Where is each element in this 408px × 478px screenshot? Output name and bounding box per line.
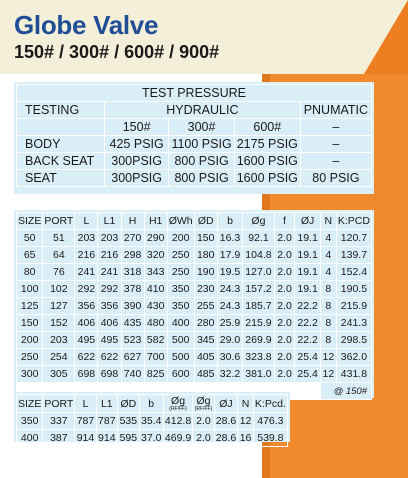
table-cell: 698 — [98, 366, 121, 383]
table-cell: 350 — [167, 298, 194, 315]
table-cell: 120.7 — [336, 230, 371, 247]
table-cell: 92.1 — [243, 230, 274, 247]
table-row — [17, 281, 372, 298]
test-pressure-table — [16, 84, 372, 187]
table-cell: 32.2 — [217, 366, 242, 383]
table-cell: 2.0 — [274, 315, 295, 332]
column-header: SIZE — [17, 395, 43, 413]
test-pressure-card — [14, 82, 374, 194]
table-cell: 2.0 — [193, 430, 214, 447]
table-cell: 539.8 — [253, 430, 287, 447]
table-cell: 320 — [144, 247, 167, 264]
table-header-row — [17, 395, 288, 413]
column-header: b — [217, 213, 242, 230]
table-cell: 4 — [320, 230, 336, 247]
table-cell: 29.0 — [217, 332, 242, 349]
table-cell: 64 — [43, 247, 75, 264]
table-cell: 4 — [320, 264, 336, 281]
table-cell: 337 — [43, 413, 75, 430]
table-cell: 378 — [121, 281, 144, 298]
column-header: K:Pcd. — [253, 395, 287, 413]
table-cell: 200 — [17, 332, 43, 349]
table-cell: 400 — [17, 430, 43, 447]
table-row — [17, 332, 372, 349]
table-cell: 127.0 — [243, 264, 274, 281]
table-cell: 16 — [238, 430, 253, 447]
table-cell: 4 — [320, 247, 336, 264]
table-cell: 2.0 — [274, 281, 295, 298]
table-cell: 8 — [320, 315, 336, 332]
table-cell: 627 — [121, 349, 144, 366]
pressure-cell: 300PSIG — [105, 153, 169, 170]
table-cell: 127 — [43, 298, 75, 315]
column-header: SIZE — [17, 213, 43, 230]
table-cell: 412.8 — [163, 413, 193, 430]
table-cell: 469.9 — [163, 430, 193, 447]
table-row — [17, 298, 372, 315]
pressure-cell: 1600 PSIG — [234, 153, 300, 170]
table-cell: 600 — [167, 366, 194, 383]
table-cell: 250 — [167, 247, 194, 264]
table-cell: 203 — [75, 230, 98, 247]
table-cell: 698 — [75, 366, 98, 383]
table-cell: 523 — [121, 332, 144, 349]
table-cell: 410 — [144, 281, 167, 298]
table-cell: 80 — [17, 264, 43, 281]
table-cell: 2.0 — [274, 366, 295, 383]
table-cell: 406 — [98, 315, 121, 332]
table-cell: 2.0 — [274, 247, 295, 264]
table-cell: 30.6 — [217, 349, 242, 366]
table-cell: 298 — [121, 247, 144, 264]
table-cell: 125 — [17, 298, 43, 315]
table-cell: 582 — [144, 332, 167, 349]
table-cell: 390 — [121, 298, 144, 315]
table-cell: 914 — [96, 430, 117, 447]
table-cell: 190 — [194, 264, 217, 281]
table-row — [17, 315, 372, 332]
dimensions-table — [16, 212, 372, 400]
table-cell: 495 — [75, 332, 98, 349]
table-cell: 241.3 — [336, 315, 371, 332]
table-cell: 157.2 — [243, 281, 274, 298]
table-cell: 12 — [320, 366, 336, 383]
pressure-cell: 1600 PSIG — [234, 170, 300, 187]
blank-cell — [17, 119, 105, 136]
column-subheader: (RF/FF) — [194, 406, 213, 412]
table-cell: 2.0 — [274, 332, 295, 349]
table-cell: 255 — [194, 298, 217, 315]
table-cell: 16.3 — [217, 230, 242, 247]
table-cell: 76 — [43, 264, 75, 281]
table-cell: 150 — [194, 230, 217, 247]
table-cell: 22.2 — [295, 332, 320, 349]
table-cell: 495 — [98, 332, 121, 349]
row-label: BODY — [17, 136, 105, 153]
table-row — [17, 247, 372, 264]
table-cell: 362.0 — [336, 349, 371, 366]
table-cell: 280 — [194, 315, 217, 332]
class-header: 600# — [234, 119, 300, 136]
pressure-classes: 150# / 300# / 600# / 900# — [14, 42, 220, 62]
table-cell: 250 — [167, 264, 194, 281]
table-cell: 19.1 — [295, 264, 320, 281]
table-cell: 241 — [98, 264, 121, 281]
table-cell: 323.8 — [243, 349, 274, 366]
table-cell: 12 — [238, 413, 253, 430]
pressure-cell: 425 PSIG — [105, 136, 169, 153]
table-cell: 290 — [144, 230, 167, 247]
table-cell: 37.0 — [139, 430, 163, 447]
table-cell: 345 — [194, 332, 217, 349]
table-cell: 152 — [43, 315, 75, 332]
table-cell: 100 — [17, 281, 43, 298]
table-cell: 430 — [144, 298, 167, 315]
table-cell: 350 — [17, 413, 43, 430]
table-cell: 24.3 — [217, 298, 242, 315]
table-cell: 24.3 — [217, 281, 242, 298]
table-cell: 740 — [121, 366, 144, 383]
pneumatic-cell: – — [300, 136, 371, 153]
table-row — [17, 430, 288, 447]
testing-label: TESTING — [17, 102, 105, 119]
table-cell: 19.5 — [217, 264, 242, 281]
table-cell: 2.0 — [274, 230, 295, 247]
table-cell: 50 — [17, 230, 43, 247]
table-cell: 12 — [320, 349, 336, 366]
hydraulic-label: HYDRAULIC — [105, 102, 301, 119]
table-cell: 104.8 — [243, 247, 274, 264]
table-row — [17, 264, 372, 281]
column-header: L — [75, 213, 98, 230]
table-cell: 431.8 — [336, 366, 371, 383]
row-label: BACK SEAT — [17, 153, 105, 170]
table-row — [17, 230, 372, 247]
table-cell: 435 — [121, 315, 144, 332]
table-cell: 216 — [98, 247, 121, 264]
table-cell: 270 — [121, 230, 144, 247]
table-cell: 405 — [194, 349, 217, 366]
table-cell: 241 — [75, 264, 98, 281]
table-cell: 622 — [75, 349, 98, 366]
table-cell: 215.9 — [243, 315, 274, 332]
column-header: N — [238, 395, 253, 413]
table-cell: 215.9 — [336, 298, 371, 315]
column-header: Øg (RF/FF) — [163, 395, 193, 413]
table-cell: 203 — [43, 332, 75, 349]
pressure-cell: 1100 PSIG — [169, 136, 235, 153]
table-cell: 8 — [320, 298, 336, 315]
table-cell: 787 — [96, 413, 117, 430]
column-subheader: (RF/FF) — [169, 406, 187, 412]
table-cell: 356 — [75, 298, 98, 315]
table-cell: 230 — [194, 281, 217, 298]
column-header: ØJ — [295, 213, 320, 230]
rating-note: @ 150# — [320, 383, 371, 400]
table-cell: 28.6 — [214, 413, 238, 430]
table-cell: 2.0 — [274, 264, 295, 281]
table-cell: 400 — [167, 315, 194, 332]
class-header: 300# — [169, 119, 235, 136]
table-cell: 19.1 — [295, 230, 320, 247]
table-cell: 480 — [144, 315, 167, 332]
test-pressure-caption: TEST PRESSURE — [17, 85, 372, 102]
table-cell: 787 — [75, 413, 96, 430]
table-cell: 622 — [98, 349, 121, 366]
table-cell: 25.9 — [217, 315, 242, 332]
pneumatic-cell: – — [300, 153, 371, 170]
table-cell: 350 — [167, 281, 194, 298]
pneumatic-dash: – — [300, 119, 371, 136]
table-cell: 500 — [167, 332, 194, 349]
dimensions-card — [14, 210, 374, 398]
table-cell: 200 — [167, 230, 194, 247]
table-cell: 150 — [17, 315, 43, 332]
large-dimensions-table — [16, 394, 288, 447]
column-header: b — [139, 395, 163, 413]
column-header: PORT — [43, 395, 75, 413]
table-cell: 298.5 — [336, 332, 371, 349]
row-label: SEAT — [17, 170, 105, 187]
table-cell: 19.1 — [295, 281, 320, 298]
table-cell: 406 — [75, 315, 98, 332]
table-cell: 914 — [75, 430, 96, 447]
column-header: ØD — [194, 213, 217, 230]
table-cell: 381.0 — [243, 366, 274, 383]
pressure-cell: 800 PSIG — [169, 153, 235, 170]
table-cell: 2.0 — [274, 349, 295, 366]
column-header: Øg (RF/FF) — [194, 395, 213, 412]
table-cell: 8 — [320, 281, 336, 298]
column-header: Øg — [243, 213, 274, 230]
table-cell: 17.9 — [217, 247, 242, 264]
table-cell: 22.2 — [295, 298, 320, 315]
table-row — [17, 349, 372, 366]
table-cell: 254 — [43, 349, 75, 366]
table-cell: 356 — [98, 298, 121, 315]
table-cell: 825 — [144, 366, 167, 383]
table-cell: 476.3 — [253, 413, 287, 430]
table-cell: 343 — [144, 264, 167, 281]
table-cell: 152.4 — [336, 264, 371, 281]
table-cell: 19.1 — [295, 247, 320, 264]
table-cell: 485 — [194, 366, 217, 383]
table-cell: 25.4 — [295, 366, 320, 383]
table-cell: 387 — [43, 430, 75, 447]
column-header: ØWh — [167, 213, 194, 230]
table-cell: 595 — [117, 430, 139, 447]
table-cell: 250 — [17, 349, 43, 366]
page-title: Globe Valve — [14, 10, 159, 40]
table-header-row — [17, 213, 372, 230]
table-cell: 180 — [194, 247, 217, 264]
column-header: ØD — [117, 395, 139, 413]
table-cell: 292 — [75, 281, 98, 298]
table-cell: 500 — [167, 349, 194, 366]
table-cell: 700 — [144, 349, 167, 366]
table-cell: 139.7 — [336, 247, 371, 264]
column-header: H1 — [144, 213, 167, 230]
table-cell: 305 — [43, 366, 75, 383]
table-cell: 25.4 — [295, 349, 320, 366]
table-cell: 2.0 — [274, 298, 295, 315]
table-cell: 102 — [43, 281, 75, 298]
pressure-cell: 300PSIG — [105, 170, 169, 187]
column-header: L1 — [96, 395, 117, 413]
table-cell: 35.4 — [139, 413, 163, 430]
column-header: f — [274, 213, 295, 230]
column-header: L1 — [98, 213, 121, 230]
table-row — [17, 413, 288, 430]
table-cell: 65 — [17, 247, 43, 264]
column-header: N — [320, 213, 336, 230]
table-cell: 22.2 — [295, 315, 320, 332]
table-cell: 269.9 — [243, 332, 274, 349]
table-cell: 185.7 — [243, 298, 274, 315]
pneumatic-label: PNUMATIC — [300, 102, 371, 119]
table-cell: 292 — [98, 281, 121, 298]
class-header: 150# — [105, 119, 169, 136]
table-row — [17, 366, 372, 383]
large-dimensions-card — [14, 392, 290, 442]
table-cell: 28.6 — [214, 430, 238, 447]
table-cell: 535 — [117, 413, 139, 430]
column-header: K:PCD — [336, 213, 371, 230]
table-cell: 216 — [75, 247, 98, 264]
table-cell: 190.5 — [336, 281, 371, 298]
column-header: PORT — [43, 213, 75, 230]
pressure-cell: 800 PSIG — [169, 170, 235, 187]
pneumatic-cell: 80 PSIG — [300, 170, 371, 187]
column-header: H — [121, 213, 144, 230]
table-cell: 203 — [98, 230, 121, 247]
pressure-cell: 2175 PSIG — [234, 136, 300, 153]
table-cell: 2.0 — [193, 413, 214, 430]
table-cell: 318 — [121, 264, 144, 281]
column-header: L — [75, 395, 96, 413]
table-cell: 300 — [17, 366, 43, 383]
column-header: ØJ — [214, 395, 238, 413]
table-cell: 51 — [43, 230, 75, 247]
table-cell: 8 — [320, 332, 336, 349]
